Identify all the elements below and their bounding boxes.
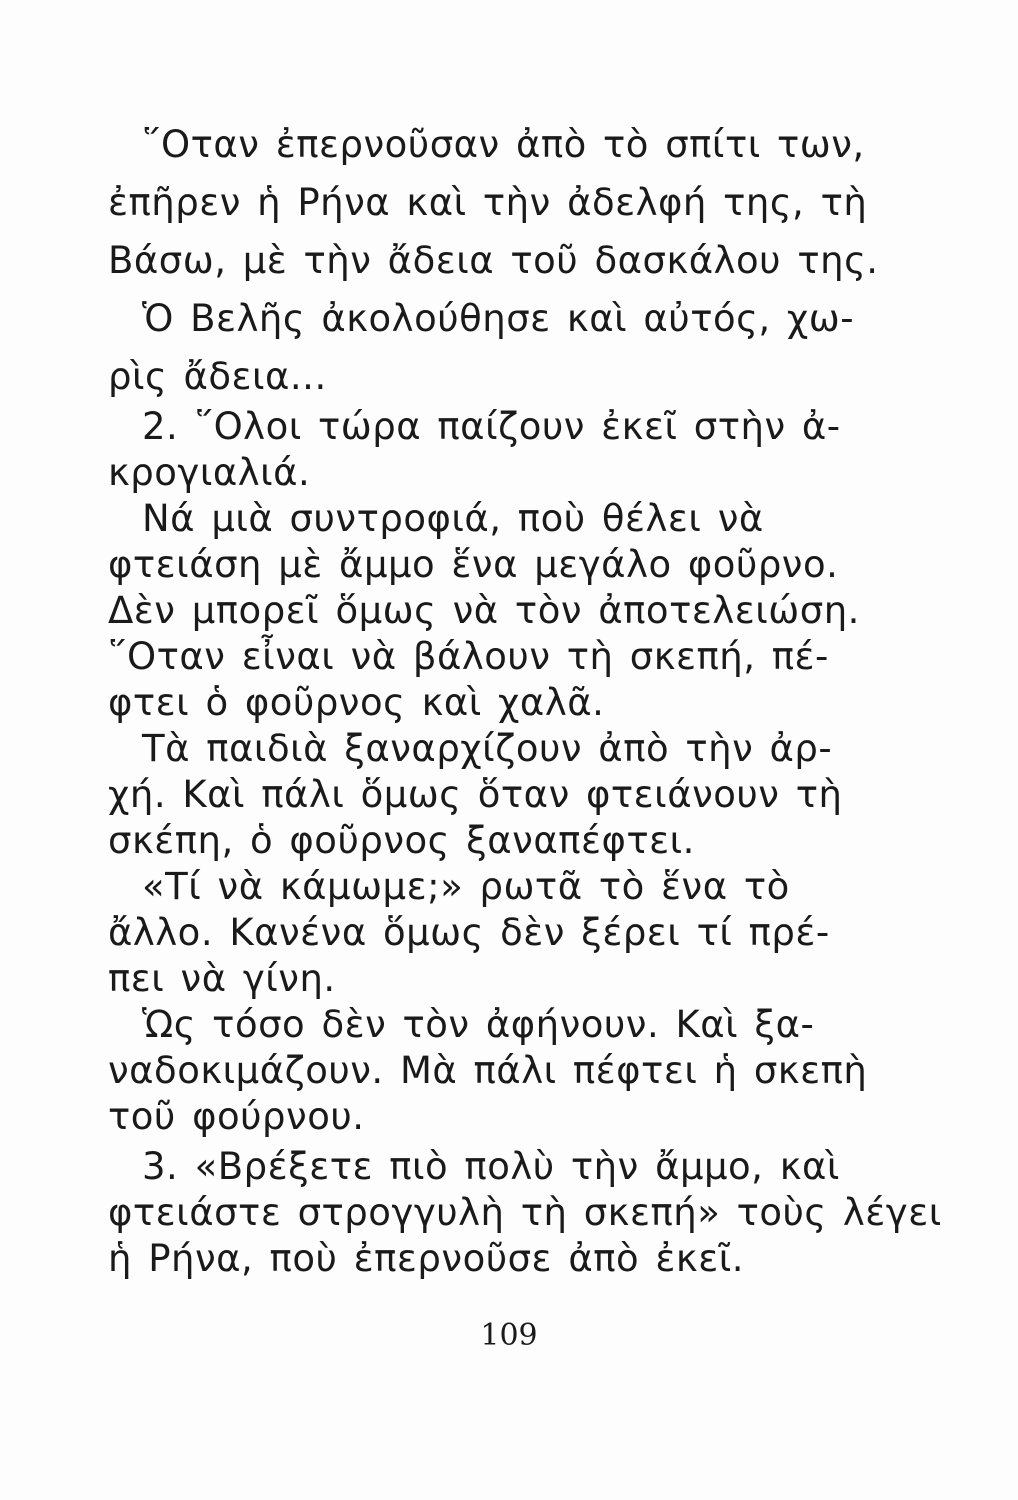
text-line: Δὲν μπορεῖ ὅμως νὰ τὸν ἀποτελειώση. xyxy=(108,589,860,632)
text-line: 2. ῞Ολοι τώρα παίζουν ἐκεῖ στὴν ἀ- xyxy=(142,405,841,448)
text-line: τοῦ φούρνου. xyxy=(108,1095,365,1138)
text-line: 3. «Βρέξετε πιὸ πολὺ τὴν ἄμμο, καὶ xyxy=(142,1145,840,1188)
text-line: φτει ὁ φοῦρνος καὶ χαλᾶ. xyxy=(108,681,605,724)
text-line: ἡ Ρήνα, ποὺ ἐπερνοῦσε ἀπὸ ἐκεῖ. xyxy=(108,1237,744,1280)
text-line: «Τί νὰ κάμωμε;» ρωτᾶ τὸ ἕνα τὸ xyxy=(142,865,790,908)
text-line: φτειάση μὲ ἄμμο ἕνα μεγάλο φοῦρνο. xyxy=(108,543,839,586)
text-line: Ὁ Βελῆς ἀκολούθησε καὶ αὐτός, χω- xyxy=(142,297,855,340)
text-line: κρογιαλιά. xyxy=(108,451,311,494)
text-line: Ὡς τόσο δὲν τὸν ἀφήνουν. Καὶ ξα- xyxy=(142,1003,815,1046)
text-line: ῞Οταν ἐπερνοῦσαν ἀπὸ τὸ σπίτι των, xyxy=(142,123,865,166)
text-line: Νά μιὰ συντροφιά, ποὺ θέλει νὰ xyxy=(142,497,764,540)
text-line: Βάσω, μὲ τὴν ἄδεια τοῦ δασκάλου της. xyxy=(108,239,879,282)
text-line: πει νὰ γίνη. xyxy=(108,957,336,1000)
text-line: ναδοκιμάζουν. Μὰ πάλι πέφτει ἡ σκεπὴ xyxy=(108,1049,868,1092)
page-number: 109 xyxy=(480,1318,538,1353)
text-line: ἐπῆρεν ἡ Ρήνα καὶ τὴν ἀδελφή της, τὴ xyxy=(108,181,868,224)
text-line: ῞Οταν εἶναι νὰ βάλουν τὴ σκεπή, πέ- xyxy=(108,635,829,678)
text-line: Τὰ παιδιὰ ξαναρχίζουν ἀπὸ τὴν ἀρ- xyxy=(142,727,833,770)
text-line: ἄλλο. Κανένα ὅμως δὲν ξέρει τί πρέ- xyxy=(108,911,830,954)
text-line: φτειάστε στρογγυλὴ τὴ σκεπή» τοὺς λέγει xyxy=(108,1191,942,1234)
text-line: σκέπη, ὁ φοῦρνος ξαναπέφτει. xyxy=(108,819,695,862)
text-line: χή. Καὶ πάλι ὅμως ὅταν φτειάνουν τὴ xyxy=(108,773,843,816)
text-line: ρὶς ἄδεια... xyxy=(108,355,327,398)
